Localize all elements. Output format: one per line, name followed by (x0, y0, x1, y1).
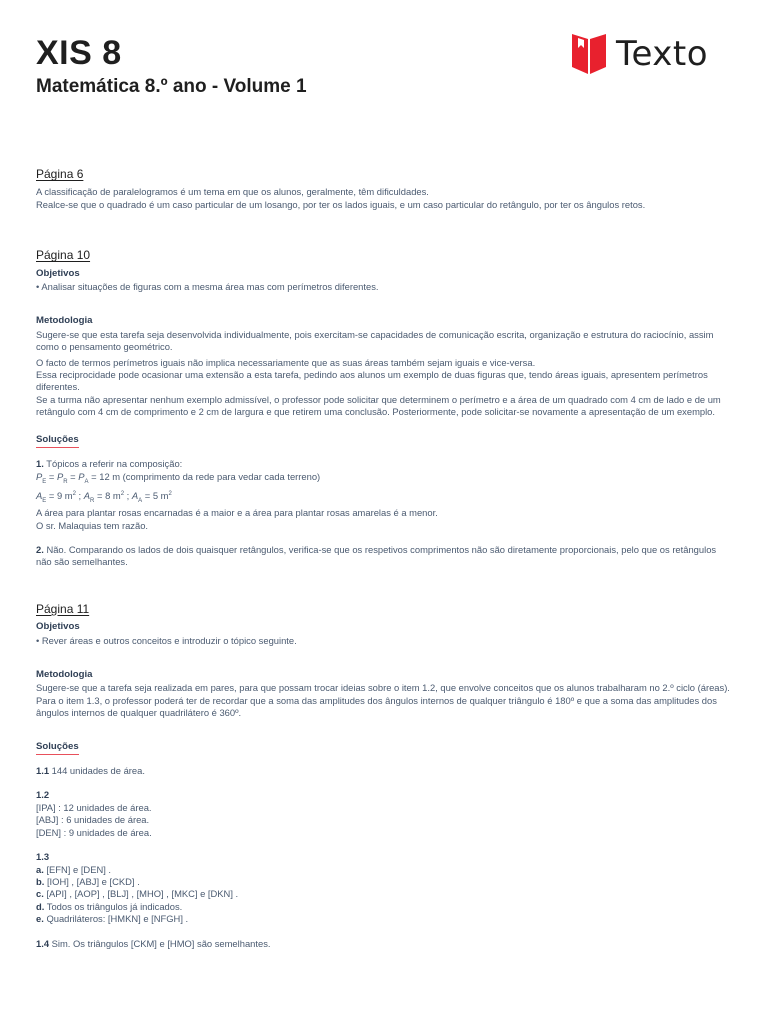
solution-line (36, 458, 736, 470)
item-letter: e. (36, 913, 44, 925)
solution-text: [IPA] : 12 unidades de área. (36, 801, 152, 813)
solutions-heading: Soluções (36, 741, 79, 755)
solution-line (36, 864, 736, 876)
item-letter: b. (36, 875, 45, 887)
paragraph: Sugere-se que esta tarefa seja desenvolvida individualmente, pois exercitam-se capacidades de comunicação escrita, organização e estrutura do raciocínio, assim (36, 328, 714, 340)
paragraph: como o pensamento geométrico. (36, 341, 173, 353)
item-number: 1.2 (36, 789, 50, 801)
paragraph: Para o item 1.3, o professor poderá ter de recordar que a soma das amplitudes dos ângulos internos de qualquer triângulo é 180º e que a soma das amplitudes dos (36, 694, 717, 706)
logo-text: Texto (616, 34, 709, 74)
paragraph: Essa reciprocidade pode ocasionar uma extensão a esta tarefa, pedindo aos alunos um exemplo de duas figuras que, tendo áreas iguais, apresentem perímetros (36, 369, 708, 381)
document-subtitle: Matemática 8.º ano - Volume 1 (36, 76, 307, 97)
solution-text: Todos os triângulos já indicados. (46, 900, 183, 912)
paragraph: Sugere-se que a tarefa seja realizada em pares, para que possam trocar ideias sobre o item 1.2, que envolve conceitos que os alunos trabalharam no 2.º ciclo (áreas). (36, 682, 730, 694)
paragraph: diferentes. (36, 381, 80, 393)
solutions-heading: Soluções (36, 434, 79, 448)
page-6-heading: Página 6 (36, 167, 84, 181)
item-number: 1. (36, 458, 44, 470)
solution-text: [DEN] : 9 unidades de área. (36, 826, 152, 838)
solution-text: Quadriláteros: [HMKN] e [NFGH] . (46, 913, 189, 925)
area-line: $A_E = 9$ $m^2$ ; $A_R = 8$ $m^2$ ; $A_A = 5$ $m^2$ (36, 489, 172, 504)
paragraph: ângulos internos de qualquer quadrilátero é 360º. (36, 707, 242, 719)
item-letter: a. (36, 863, 44, 875)
item-number: 1.3 (36, 851, 50, 863)
objective-item: • Rever áreas e outros conceitos e introduzir o tópico seguinte. (36, 634, 297, 646)
paragraph: O sr. Malaquias tem razão. (36, 519, 149, 531)
solution-line (36, 913, 736, 925)
methodology-heading: Metodologia (36, 315, 93, 327)
item-number: 1.4 (36, 937, 50, 949)
solution-text: [IOH] , [ABJ] e [CKD] . (46, 875, 140, 887)
page-10-heading: Página 10 (36, 248, 91, 263)
paragraph: A área para plantar rosas encarnadas é a maior e a área para plantar rosas amarelas é a menor. (36, 507, 438, 519)
book-logo-icon (572, 34, 606, 74)
area-r: = 8 m (97, 489, 121, 501)
paragraph: A classificação de paralelogramos é um tema em que os alunos, geralmente, têm dificuldades. (36, 186, 429, 198)
item-number: 2. (36, 544, 44, 555)
page-11-heading: Página 11 (36, 601, 90, 616)
item-letter: c. (36, 888, 44, 900)
solution-line (36, 876, 736, 888)
solution-text: [API] , [AOP] , [BLJ] , [MHO] , [MKC] e [DKN] . (46, 888, 239, 900)
paragraph: não são semelhantes. (36, 556, 128, 568)
objectives-heading: Objetivos (36, 621, 80, 633)
methodology-heading: Metodologia (36, 669, 93, 681)
document-body (36, 168, 736, 950)
paragraph: retângulo com 4 cm de comprimento e 2 cm de largura e que retirem uma conclusão. Posteriormente, pode solicitar-se novamente a apresentação de um exemplo. (36, 406, 715, 418)
area-e: = 9 m (48, 489, 73, 501)
publisher-logo (572, 34, 708, 74)
solution-line (36, 544, 736, 556)
paragraph: O facto de termos perímetros iguais não implica necessariamente que as suas áreas também sejam iguais e vice-versa. (36, 356, 536, 368)
item-letter: d. (36, 900, 45, 912)
objective-item: • Analisar situações de figuras com a mesma área mas com perímetros diferentes. (36, 281, 379, 293)
paragraph: Se a turma não apresentar nenhum exemplo admissível, o professor pode solicitar que determinem o perímetro e a área de um quadrado com 4 cm de lado e de um (36, 393, 721, 405)
paragraph: Realce-se que o quadrado é um caso particular de um losango, por ter os lados iguais, e um caso particular do retângulo, por ter os ângulos retos. (36, 198, 646, 210)
objectives-heading: Objetivos (36, 267, 80, 279)
document-title: XIS 8 (36, 34, 122, 72)
perimeter-tail: = 12 m (comprimento da rede para vedar cada terreno) (91, 470, 321, 482)
solution-text: [EFN] e [DEN] . (46, 863, 112, 875)
solution-text: 144 unidades de área. (51, 765, 145, 777)
perimeter-line: $P_E = P_R = P_A = 12$ m (comprimento da rede para vedar cada terreno) (36, 470, 321, 485)
solution-text: [ABJ] : 6 unidades de área. (36, 814, 150, 826)
solution-line (36, 938, 736, 950)
solution-text: Não. Comparando os lados de dois quaisquer retângulos, verifica-se que os respetivos comprimentos não são diretamente proporcionais, pelo que os retângulos (46, 544, 717, 555)
solution-line (36, 888, 736, 900)
solution-text: Tópicos a referir na composição: (46, 458, 183, 470)
solution-line (36, 765, 736, 777)
solution-text: Sim. Os triângulos [CKM] e [HMO] são semelhantes. (51, 937, 271, 949)
item-number: 1.1 (36, 765, 50, 777)
area-a: = 5 m (144, 489, 169, 501)
solution-line (36, 901, 736, 913)
